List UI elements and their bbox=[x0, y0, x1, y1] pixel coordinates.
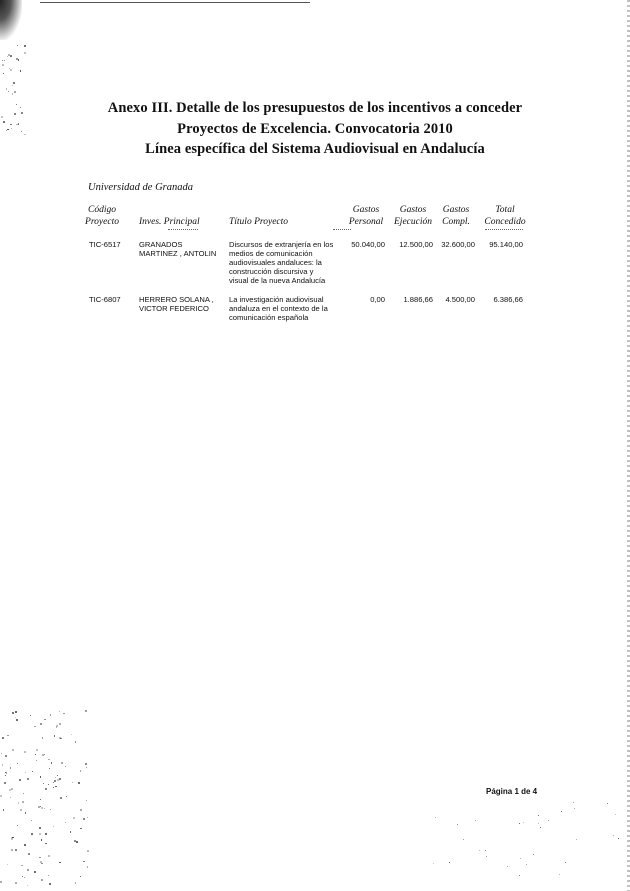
scan-speck bbox=[59, 711, 60, 712]
header-total-underline bbox=[485, 229, 523, 231]
row-titulo-line4: construcción discursiva y bbox=[229, 267, 314, 276]
scan-speck bbox=[561, 811, 562, 812]
scan-speck bbox=[576, 839, 577, 840]
row-titulo-line1: La investigación audiovisual bbox=[229, 295, 324, 304]
scan-speck bbox=[15, 849, 17, 851]
title-line-2: Proyectos de Excelencia. Convocatoria 2010 bbox=[177, 121, 453, 137]
scan-speck bbox=[53, 787, 54, 788]
scan-speck bbox=[24, 844, 26, 846]
scan-speck bbox=[39, 827, 41, 829]
scan-speck bbox=[48, 855, 50, 857]
scan-speck bbox=[65, 766, 66, 767]
scan-speck bbox=[2, 60, 3, 61]
header-personal bbox=[344, 204, 388, 228]
scan-speck bbox=[20, 809, 22, 811]
scan-speck bbox=[50, 809, 51, 810]
scan-speck bbox=[8, 91, 9, 92]
scan-speck bbox=[85, 710, 86, 711]
scan-speck bbox=[27, 778, 29, 780]
scan-speck bbox=[24, 751, 26, 753]
scan-speck bbox=[86, 767, 88, 769]
scan-speck bbox=[24, 877, 25, 878]
scan-speck bbox=[57, 775, 58, 776]
header-total bbox=[480, 204, 530, 228]
scan-speck bbox=[59, 737, 61, 739]
scan-speck bbox=[507, 866, 508, 867]
scan-speck bbox=[42, 754, 44, 756]
scan-speck bbox=[75, 882, 77, 884]
scan-speck bbox=[538, 815, 539, 816]
scan-speck bbox=[40, 861, 42, 863]
scan-speck bbox=[53, 826, 55, 828]
scan-speck bbox=[519, 875, 520, 876]
row-codigo: TIC-6807 bbox=[89, 295, 121, 304]
title-line-1: Anexo III. Detalle de los presupuestos de los incentivos a conceder bbox=[107, 100, 523, 116]
header-ejecucion-line1: Gastos bbox=[399, 205, 427, 215]
scan-speck bbox=[12, 93, 14, 95]
page-number: Página 1 de 4 bbox=[486, 787, 538, 796]
scan-speck bbox=[72, 782, 73, 783]
scan-speck bbox=[10, 55, 12, 57]
scan-speck bbox=[31, 833, 33, 835]
scan-speck bbox=[4, 60, 5, 61]
scan-speck bbox=[65, 822, 66, 823]
header-compl-line2: Compl. bbox=[442, 217, 470, 227]
header-total-line1: Total bbox=[495, 205, 515, 215]
scan-speck bbox=[433, 863, 434, 864]
scan-speck bbox=[43, 783, 44, 784]
scan-shadow bbox=[0, 0, 22, 40]
scan-speck bbox=[34, 871, 36, 873]
scan-speck bbox=[61, 762, 63, 764]
scan-speck bbox=[40, 723, 42, 725]
header-personal-line1: Gastos bbox=[352, 205, 380, 215]
scan-speck bbox=[87, 817, 88, 818]
scan-speck bbox=[80, 770, 81, 771]
scan-speck bbox=[73, 817, 75, 819]
row-titulo-line1: Discursos de extranjería en los bbox=[229, 240, 334, 249]
scan-speck bbox=[41, 807, 43, 809]
scan-speck bbox=[18, 59, 19, 60]
scan-speck bbox=[22, 801, 24, 803]
scan-speck bbox=[526, 864, 527, 865]
scan-speck bbox=[18, 802, 19, 803]
scan-speck bbox=[607, 803, 608, 804]
scan-speck bbox=[457, 824, 458, 825]
scan-speck bbox=[50, 714, 51, 715]
scan-speck bbox=[70, 831, 71, 832]
scan-speck bbox=[56, 727, 57, 728]
row-invest-line2: VICTOR FEDERICO bbox=[139, 304, 209, 313]
scan-speck bbox=[35, 754, 36, 755]
scan-speck bbox=[25, 772, 26, 773]
scan-speck bbox=[24, 52, 26, 54]
scan-speck bbox=[41, 879, 43, 881]
header-codigo-line1: Código bbox=[88, 205, 116, 215]
scan-speck bbox=[463, 839, 464, 840]
scan-speck bbox=[23, 793, 24, 794]
row-personal: 50.040,00 bbox=[351, 240, 385, 249]
header-ejecucion bbox=[390, 204, 436, 228]
scan-speck bbox=[34, 726, 36, 728]
scan-speck bbox=[44, 754, 45, 755]
scan-speck bbox=[28, 853, 30, 855]
scan-speck bbox=[56, 725, 57, 726]
row-total: 95.140,00 bbox=[489, 240, 523, 249]
scan-speck bbox=[45, 843, 47, 845]
row-invest bbox=[139, 240, 225, 258]
scan-speck bbox=[21, 865, 23, 867]
scan-speck bbox=[53, 782, 54, 783]
scan-speck bbox=[5, 772, 6, 773]
title-line-3: Línea específica del Sistema Audiovisual en Andalucía bbox=[145, 141, 485, 157]
scan-speck bbox=[559, 874, 560, 875]
scan-speck bbox=[15, 711, 17, 713]
header-personal-line2: Personal bbox=[348, 217, 384, 227]
scan-speck bbox=[540, 827, 541, 828]
scan-speck bbox=[3, 73, 4, 74]
header-ejecucion-line2: Ejecución bbox=[394, 217, 432, 227]
scan-speck bbox=[54, 780, 56, 782]
row-ejecucion: 12.500,00 bbox=[399, 240, 433, 249]
scan-speck bbox=[1, 753, 2, 754]
scan-speck bbox=[573, 802, 574, 803]
scan-speck bbox=[59, 723, 61, 725]
row-invest-line1: HERRERO SOLANA , bbox=[139, 295, 214, 304]
scan-speck bbox=[2, 737, 4, 739]
scan-speck bbox=[479, 850, 480, 851]
scan-speck bbox=[15, 882, 17, 884]
scan-speck bbox=[10, 767, 11, 768]
scan-speck bbox=[45, 788, 47, 790]
scan-speck bbox=[523, 822, 524, 823]
scan-speck bbox=[40, 799, 41, 800]
university-name: Universidad de Granada bbox=[88, 182, 193, 193]
scan-speck bbox=[449, 862, 450, 863]
header-compl-line1: Gastos bbox=[442, 205, 470, 215]
scan-speck bbox=[4, 782, 6, 784]
scan-speck bbox=[31, 820, 32, 821]
scan-speck bbox=[0, 795, 2, 797]
scan-speck bbox=[7, 56, 8, 57]
scan-speck bbox=[548, 820, 549, 821]
scan-speck bbox=[11, 788, 13, 790]
scan-speck bbox=[533, 854, 534, 855]
scan-speck bbox=[538, 823, 539, 824]
scan-speck bbox=[12, 85, 13, 86]
row-titulo-line5: visual de la nueva Andalucía bbox=[229, 276, 326, 285]
scan-speck bbox=[12, 749, 14, 751]
scan-speck bbox=[80, 809, 81, 810]
scan-speck bbox=[6, 88, 7, 89]
header-compl bbox=[436, 204, 476, 228]
scan-speck bbox=[613, 835, 614, 836]
scan-speck bbox=[10, 69, 12, 71]
scan-speck bbox=[11, 849, 13, 851]
scan-speck bbox=[36, 760, 37, 761]
scan-speck bbox=[17, 763, 18, 764]
row-titulo-line2: medios de comunicación bbox=[229, 249, 313, 258]
row-invest-line2: MARTINEZ , ANTOLIN bbox=[139, 249, 217, 258]
scan-speck bbox=[41, 839, 42, 840]
scan-speck bbox=[10, 797, 12, 799]
scan-speck bbox=[615, 814, 616, 815]
scan-speck bbox=[2, 64, 4, 66]
scan-speck bbox=[3, 809, 5, 811]
scan-speck bbox=[520, 858, 521, 859]
scan-speck bbox=[60, 797, 62, 799]
scan-speck bbox=[36, 749, 37, 750]
scan-speck bbox=[435, 817, 436, 818]
row-titulo-line3: audiovisuales andaluces: la bbox=[229, 258, 322, 267]
header-codigo bbox=[82, 204, 122, 228]
scan-speck bbox=[55, 777, 56, 778]
scan-speck bbox=[15, 717, 16, 718]
scan-speck bbox=[25, 812, 26, 813]
scan-speck bbox=[39, 857, 41, 859]
row-personal: 0,00 bbox=[370, 295, 385, 304]
row-codigo: TIC-6517 bbox=[89, 240, 121, 249]
scan-speck bbox=[63, 713, 64, 714]
row-compl: 32.600,00 bbox=[441, 240, 475, 249]
row-titulo-line2: andaluza en el contexto de la bbox=[229, 304, 328, 313]
scan-speck bbox=[40, 776, 42, 778]
scan-speck bbox=[9, 789, 11, 791]
scan-speck bbox=[486, 856, 487, 857]
scan-speck bbox=[87, 866, 88, 867]
scan-speck bbox=[48, 759, 49, 760]
scan-speck bbox=[14, 91, 16, 93]
scan-speck bbox=[75, 741, 76, 742]
scan-speck bbox=[485, 850, 486, 851]
scan-speck bbox=[574, 808, 575, 809]
row-titulo bbox=[229, 295, 345, 322]
scan-speck bbox=[49, 883, 51, 885]
row-ejecucion: 1.886,66 bbox=[403, 295, 433, 304]
row-compl: 4.500,00 bbox=[445, 295, 475, 304]
scan-speck bbox=[48, 784, 49, 785]
scan-speck bbox=[16, 719, 18, 721]
scan-speck bbox=[76, 841, 78, 843]
scan-speck bbox=[20, 70, 22, 72]
scan-speck bbox=[48, 875, 49, 876]
scan-speck bbox=[13, 82, 15, 84]
scan-speck bbox=[475, 820, 476, 821]
scan-speck bbox=[42, 737, 44, 739]
scan-speck bbox=[2, 764, 4, 766]
scan-speck bbox=[565, 862, 566, 863]
header-titulo-underline bbox=[333, 229, 351, 231]
scan-speck bbox=[19, 779, 21, 781]
scan-speck bbox=[83, 818, 85, 820]
scan-speck bbox=[57, 779, 59, 781]
scan-speck bbox=[51, 762, 53, 764]
scan-speck bbox=[71, 734, 72, 735]
scan-speck bbox=[87, 850, 89, 852]
scan-speck bbox=[80, 876, 81, 877]
scan-speck bbox=[55, 786, 57, 788]
scan-speck bbox=[32, 771, 33, 772]
row-invest-line1: GRANADOS bbox=[139, 240, 183, 249]
header-invest: Inves. Principal bbox=[139, 217, 200, 227]
scan-speck bbox=[24, 45, 25, 46]
scan-speck bbox=[17, 825, 18, 826]
scan-speck bbox=[5, 755, 7, 757]
scan-speck bbox=[78, 782, 79, 783]
scan-speck bbox=[44, 719, 45, 720]
row-titulo-line3: comunicación española bbox=[229, 313, 309, 322]
row-total: 6.386,66 bbox=[493, 295, 523, 304]
scan-speck bbox=[59, 862, 60, 863]
scan-speck bbox=[27, 885, 28, 886]
scan-speck bbox=[66, 796, 67, 797]
scan-speck bbox=[86, 800, 87, 801]
scan-speck bbox=[45, 833, 47, 835]
scan-speck bbox=[49, 768, 50, 769]
scan-speck bbox=[17, 45, 18, 46]
header-titulo: Título Proyecto bbox=[229, 217, 289, 227]
scan-speck bbox=[30, 715, 31, 716]
scan-speck bbox=[12, 712, 14, 714]
scan-speck bbox=[7, 864, 8, 865]
header-total-line2: Concedido bbox=[484, 217, 526, 227]
scan-speck bbox=[519, 823, 520, 824]
header-codigo-line2: Proyecto bbox=[85, 217, 119, 227]
scan-speck bbox=[83, 861, 85, 863]
row-titulo bbox=[229, 240, 345, 285]
scan-line bbox=[40, 2, 310, 3]
scan-speck bbox=[39, 833, 41, 835]
header-invest-underline bbox=[168, 229, 198, 231]
scan-speck bbox=[41, 863, 43, 865]
scan-speck bbox=[7, 735, 8, 736]
scan-speck bbox=[618, 838, 619, 839]
scan-speck bbox=[0, 881, 2, 883]
scan-speck bbox=[80, 828, 81, 829]
scan-speck bbox=[54, 735, 56, 737]
scan-speck bbox=[22, 876, 23, 877]
scan-speck bbox=[27, 869, 29, 871]
scan-speck bbox=[85, 763, 87, 765]
scan-speck bbox=[5, 775, 7, 777]
scan-speck bbox=[44, 808, 45, 809]
row-invest bbox=[139, 295, 225, 313]
